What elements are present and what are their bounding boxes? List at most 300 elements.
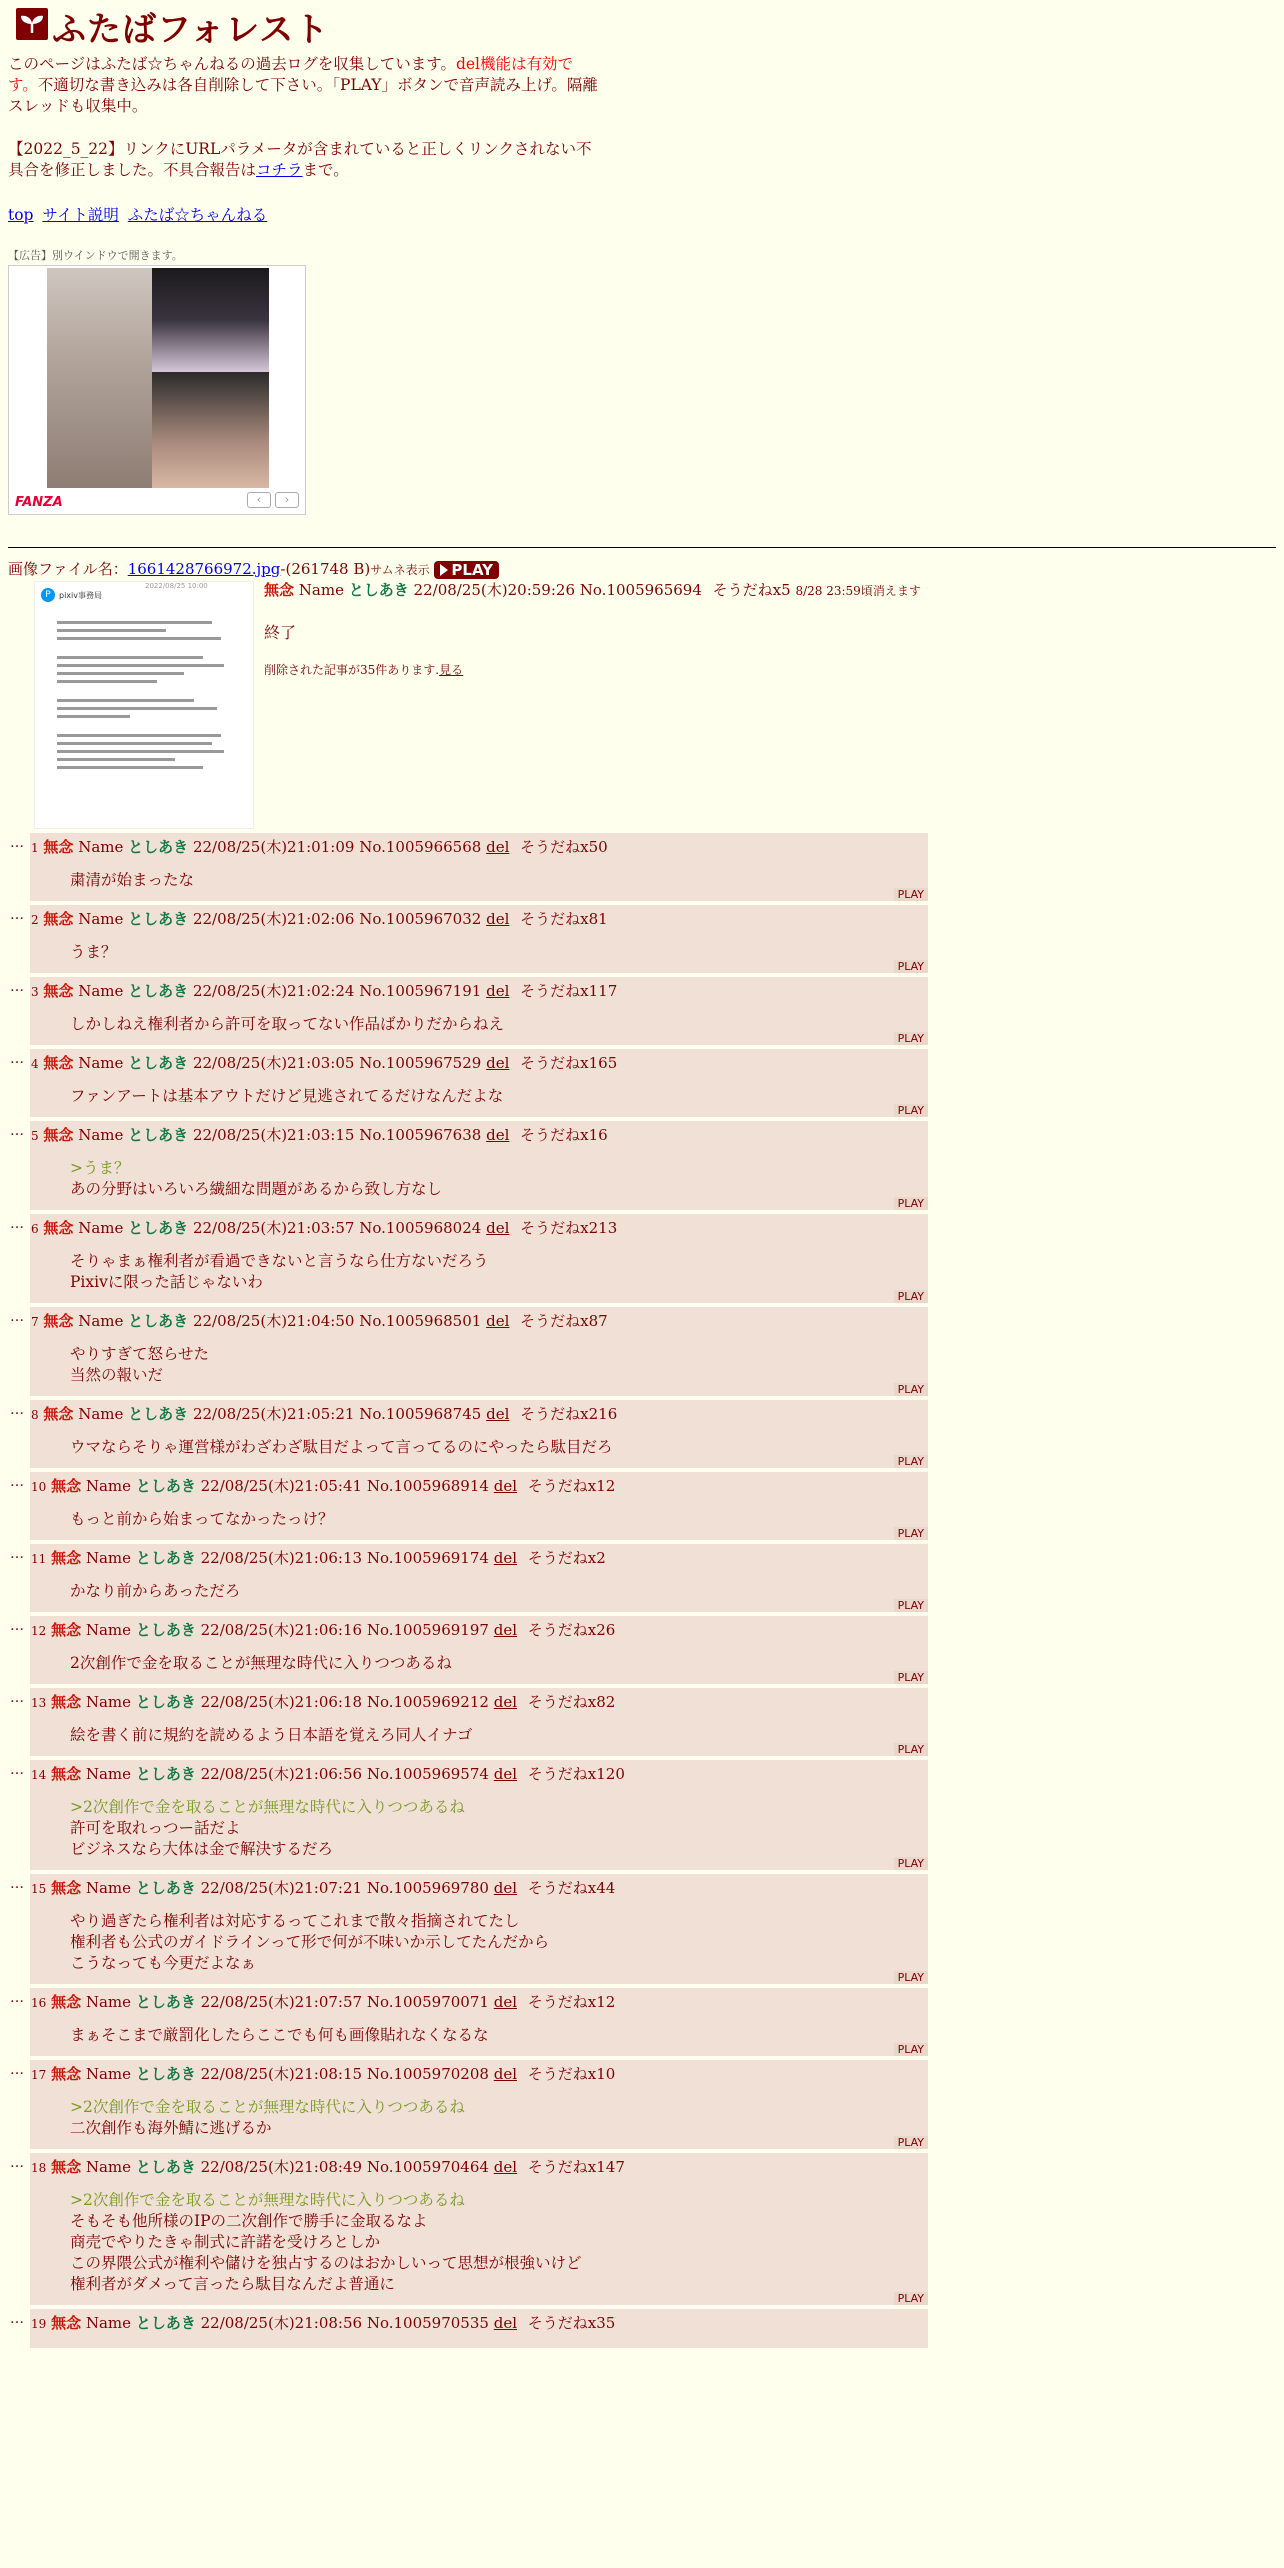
reply-name: としあき: [135, 1477, 196, 1495]
reply-no[interactable]: No.1005970535: [366, 2314, 489, 2332]
reply-post: [30, 1214, 928, 1303]
reply-del-link[interactable]: del: [486, 838, 510, 856]
reply-post: [30, 1472, 928, 1540]
reply-name-label: Name: [78, 982, 124, 1000]
reply-text-line: こうなっても今更だよなぁ: [70, 1954, 257, 1972]
reply-soudane[interactable]: そうだねx81: [520, 910, 608, 928]
reply-header: [30, 2309, 928, 2334]
reply-body: [30, 1899, 928, 1984]
reply-name-label: Name: [78, 1054, 124, 1072]
reply-subject: 無念: [43, 982, 74, 1000]
reply-post: [30, 2060, 928, 2149]
reply-subject: 無念: [51, 2158, 82, 2176]
reply-del-link[interactable]: del: [493, 1879, 518, 1897]
ad-image-2[interactable]: [152, 268, 269, 372]
reply-name: としあき: [128, 1054, 189, 1072]
ad-carousel-nav: [243, 488, 299, 508]
reply-text-line: 絵を書く前に規約を読めるよう日本語を覚えろ同人イナゴ: [70, 1726, 473, 1744]
reply-no[interactable]: No.1005967032: [359, 910, 482, 928]
reply-post: [30, 1760, 928, 1870]
reply-no[interactable]: No.1005968914: [366, 1477, 489, 1495]
reply-subject: 無念: [51, 1879, 82, 1897]
reply-quote-line: >2次創作で金を取ることが無理な時代に入りつつあるね: [70, 2098, 465, 2116]
reply-menu-icon[interactable]: …: [10, 1618, 23, 1634]
reply-header: [30, 905, 928, 930]
reply-play-button[interactable]: PLAY: [894, 2136, 928, 2149]
thumb-app-name: pixiv事務局: [59, 591, 102, 600]
reply-row: [8, 2153, 1276, 2305]
reply-name-label: Name: [78, 1219, 124, 1237]
reply-no[interactable]: No.1005969780: [366, 1879, 489, 1897]
reply-subject: 無念: [51, 1993, 82, 2011]
reply-number: 16: [31, 1996, 47, 2010]
reply-number: 12: [31, 1624, 47, 1638]
reply-subject: 無念: [51, 1693, 82, 1711]
deleted-text: 削除された記事が35件あります.: [264, 663, 440, 677]
reply-post: [30, 905, 928, 973]
reply-play-button[interactable]: PLAY: [894, 1857, 928, 1870]
reply-name-label: Name: [78, 1126, 124, 1144]
reply-body: [30, 2085, 928, 2149]
leaf-logo-icon: [16, 8, 48, 40]
reply-menu-icon[interactable]: …: [10, 2311, 23, 2327]
reply-datetime: 22/08/25(木)21:08:49: [200, 2158, 363, 2176]
reply-name: としあき: [128, 838, 189, 856]
ad-prev-button[interactable]: ‹: [247, 492, 271, 508]
op-soudane[interactable]: そうだねx5: [712, 581, 791, 599]
reply-menu-icon[interactable]: …: [10, 1402, 23, 1418]
reply-soudane[interactable]: そうだねx87: [520, 1312, 608, 1330]
reply-soudane[interactable]: そうだねx26: [527, 1621, 616, 1639]
reply-del-link[interactable]: del: [486, 1405, 510, 1423]
ad-image-1[interactable]: [47, 268, 152, 488]
reply-body: [30, 930, 928, 973]
reply-number: 2: [31, 913, 39, 927]
reply-text-line: 商売でやりたきゃ制式に許諾を受けろとしか: [70, 2233, 381, 2251]
file-label: 画像ファイル名：: [8, 560, 128, 578]
reply-list: [8, 833, 1276, 2348]
divider: [8, 547, 1276, 548]
reply-row: [8, 1214, 1276, 1303]
reply-post: [30, 1049, 928, 1117]
reply-post: [30, 1874, 928, 1984]
reply-name: としあき: [128, 910, 189, 928]
reply-datetime: 22/08/25(木)21:07:21: [200, 1879, 363, 1897]
reply-subject: 無念: [43, 1126, 74, 1144]
reply-text-line: 許可を取れっつー話だよ: [70, 1819, 241, 1837]
reply-body: [30, 858, 928, 901]
reply-body: [30, 1002, 928, 1045]
reply-no[interactable]: No.1005970464: [366, 2158, 489, 2176]
reply-play-button[interactable]: PLAY: [894, 1197, 928, 1210]
reply-number: 19: [31, 2317, 47, 2331]
reply-name-label: Name: [85, 1621, 132, 1639]
reply-menu-icon[interactable]: …: [10, 1876, 23, 1892]
reply-body: [30, 1569, 928, 1612]
reply-menu-icon[interactable]: …: [10, 1216, 23, 1232]
reply-quote-line: >2次創作で金を取ることが無理な時代に入りつつあるね: [70, 2191, 465, 2209]
reply-del-link[interactable]: del: [486, 910, 510, 928]
reply-text-line: この界隈公式が権利や儲けを独占するのはおかしいって思想が根強いけど: [70, 2254, 582, 2272]
reply-no[interactable]: No.1005969212: [366, 1693, 489, 1711]
reply-play-button[interactable]: PLAY: [894, 1455, 928, 1468]
op-post: [8, 579, 1276, 833]
reply-soudane[interactable]: そうだねx216: [520, 1405, 618, 1423]
reply-menu-icon[interactable]: …: [10, 2155, 23, 2171]
reply-subject: 無念: [51, 2314, 82, 2332]
reply-row: [8, 2309, 1276, 2348]
reply-text-line: 2次創作で金を取ることが無理な時代に入りつつあるね: [70, 1654, 452, 1672]
reply-name: としあき: [135, 1621, 196, 1639]
reply-body: [30, 1713, 928, 1756]
reply-body: [30, 1497, 928, 1540]
reply-del-link[interactable]: del: [493, 1477, 518, 1495]
reply-header: [30, 1760, 928, 1785]
reply-del-link[interactable]: del: [493, 1765, 518, 1783]
reply-text-line: しかしねえ権利者から許可を取ってない作品ばかりだからねえ: [70, 1015, 505, 1033]
reply-datetime: 22/08/25(木)21:07:57: [200, 1993, 363, 2011]
reply-datetime: 22/08/25(木)21:08:15: [200, 2065, 363, 2083]
reply-post: [30, 2309, 928, 2348]
reply-menu-icon[interactable]: …: [10, 1546, 23, 1562]
intro-post: 不適切な書き込みは各自削除して下さい。「PLAY」ボタンで音声読み上げ。隔離スレッドも収集中。: [8, 76, 598, 115]
reply-post: [30, 1121, 928, 1210]
reply-menu-icon[interactable]: …: [10, 1474, 23, 1490]
reply-body: [30, 1074, 928, 1117]
reply-text-line: やりすぎて怒らせた: [70, 1345, 210, 1363]
reply-text-line: 当然の報いだ: [70, 1366, 164, 1384]
reply-header: [30, 1400, 928, 1425]
reply-datetime: 22/08/25(木)21:02:24: [192, 982, 355, 1000]
reply-soudane[interactable]: そうだねx12: [527, 1993, 616, 2011]
intro-pre: このページはふたば☆ちゃんねるの過去ログを収集しています。: [8, 55, 456, 73]
reply-del-link[interactable]: del: [493, 2314, 518, 2332]
op-info: [264, 579, 921, 678]
reply-del-link[interactable]: del: [493, 2065, 518, 2083]
reply-soudane[interactable]: そうだねx50: [520, 838, 608, 856]
reply-name: としあき: [128, 1219, 189, 1237]
reply-header: [30, 1688, 928, 1713]
ad-next-button[interactable]: ›: [275, 492, 299, 508]
file-name-link[interactable]: 1661428766972.jpg: [127, 560, 281, 578]
reply-post: [30, 1400, 928, 1468]
reply-subject: 無念: [43, 1405, 74, 1423]
reply-play-button[interactable]: PLAY: [894, 1032, 928, 1045]
nav-futaba-link[interactable]: ふたば☆ちゃんねる: [127, 206, 268, 224]
reply-del-link[interactable]: del: [486, 1054, 510, 1072]
reply-name: としあき: [135, 1549, 196, 1567]
reply-name: としあき: [135, 1879, 196, 1897]
reply-post: [30, 977, 928, 1045]
reply-name-label: Name: [85, 1993, 132, 2011]
ad-banner[interactable]: [8, 265, 306, 515]
op-file-info: [8, 558, 1276, 579]
reply-number: 11: [31, 1552, 47, 1566]
reply-name-label: Name: [85, 1693, 132, 1711]
reply-text-line: ファンアートは基本アウトだけど見逃されてるだけなんだよな: [70, 1087, 504, 1105]
ad-label: 【広告】別ウインドウで開きます。: [8, 249, 183, 262]
thumb-label: サムネ表示: [370, 563, 430, 577]
reply-soudane[interactable]: そうだねx12: [527, 1477, 616, 1495]
reply-header: [30, 1544, 928, 1569]
reply-no[interactable]: No.1005969174: [366, 1549, 489, 1567]
reply-name-label: Name: [85, 1477, 132, 1495]
reply-play-button[interactable]: PLAY: [894, 1104, 928, 1117]
reply-no[interactable]: No.1005969574: [366, 1765, 489, 1783]
reply-post: [30, 1988, 928, 2056]
reply-name-label: Name: [78, 1405, 124, 1423]
op-expire: 8/28 23:59頃消えます: [795, 584, 921, 598]
reply-header: [30, 2060, 928, 2085]
reply-number: 4: [31, 1057, 39, 1071]
op-no[interactable]: No.1005965694: [579, 581, 702, 599]
reply-name-label: Name: [85, 1549, 132, 1567]
reply-del-link[interactable]: del: [493, 1621, 518, 1639]
reply-number: 10: [31, 1480, 47, 1494]
reply-del-link[interactable]: del: [486, 1312, 510, 1330]
reply-del-link[interactable]: del: [493, 1693, 518, 1711]
thumb-date: 2022/08/25 10:00: [145, 582, 208, 590]
reply-header: [30, 1214, 928, 1239]
pixiv-icon: P: [41, 588, 55, 602]
reply-name: としあき: [128, 1312, 189, 1330]
reply-number: 13: [31, 1696, 47, 1710]
reply-menu-icon[interactable]: …: [10, 1123, 23, 1139]
reply-soudane[interactable]: そうだねx165: [520, 1054, 618, 1072]
reply-menu-icon[interactable]: …: [10, 1690, 23, 1706]
reply-datetime: 22/08/25(木)21:02:06: [192, 910, 355, 928]
reply-no[interactable]: No.1005966568: [359, 838, 482, 856]
file-size: -(261748 B): [280, 560, 371, 578]
reply-del-link[interactable]: del: [493, 1993, 518, 2011]
reply-body: [30, 2178, 928, 2305]
reply-number: 5: [31, 1129, 39, 1143]
reply-header: [30, 1988, 928, 2013]
reply-text-line: そもそも他所様のIPの二次創作で勝手に金取るなよ: [70, 2212, 428, 2230]
reply-del-link[interactable]: del: [493, 1549, 518, 1567]
reply-del-link[interactable]: del: [486, 982, 510, 1000]
op-play-label: PLAY: [451, 561, 494, 579]
reply-header: [30, 1049, 928, 1074]
reply-name: としあき: [128, 982, 189, 1000]
reply-subject: 無念: [51, 1477, 82, 1495]
reply-soudane[interactable]: そうだねx16: [520, 1126, 608, 1144]
op-thumbnail[interactable]: [34, 581, 254, 829]
reply-number: 1: [31, 841, 39, 855]
ad-image-3[interactable]: [152, 372, 269, 488]
reply-play-button[interactable]: PLAY: [894, 960, 928, 973]
report-link[interactable]: コチラ: [256, 161, 303, 179]
reply-body: [30, 1239, 928, 1303]
reply-soudane[interactable]: そうだねx2: [527, 1549, 606, 1567]
reply-soudane[interactable]: そうだねx82: [527, 1693, 616, 1711]
op-subject: 無念: [264, 581, 295, 599]
reply-no[interactable]: No.1005970208: [366, 2065, 489, 2083]
reply-no[interactable]: No.1005970071: [366, 1993, 489, 2011]
reply-header: [30, 1307, 928, 1332]
reply-number: 18: [31, 2161, 47, 2175]
reply-header: [30, 1121, 928, 1146]
site-header: [8, 0, 1276, 50]
reply-soudane[interactable]: そうだねx147: [527, 2158, 625, 2176]
reply-name: としあき: [135, 2314, 196, 2332]
reply-header: [30, 1472, 928, 1497]
reply-play-button[interactable]: PLAY: [894, 2292, 928, 2305]
reply-header: [30, 977, 928, 1002]
reply-menu-icon[interactable]: …: [10, 835, 23, 851]
reply-row: [8, 1688, 1276, 1756]
reply-play-button[interactable]: PLAY: [894, 1743, 928, 1756]
reply-quote-line: >うま？: [70, 1159, 130, 1177]
reply-name: としあき: [135, 2158, 196, 2176]
reply-menu-icon[interactable]: …: [10, 1051, 23, 1067]
reply-number: 6: [31, 1222, 39, 1236]
nav-top-link[interactable]: top: [8, 206, 34, 224]
reply-del-link[interactable]: del: [493, 2158, 518, 2176]
reply-no[interactable]: No.1005967191: [359, 982, 482, 1000]
reply-subject: 無念: [43, 1312, 74, 1330]
reply-subject: 無念: [43, 1054, 74, 1072]
reply-text-line: そりゃまぁ権利者が看過できないと言うなら仕方ないだろう: [70, 1252, 489, 1270]
reply-name: としあき: [135, 1993, 196, 2011]
deleted-show-link[interactable]: 見る: [439, 663, 464, 677]
reply-play-button[interactable]: PLAY: [894, 1971, 928, 1984]
reply-text-line: ウマならそりゃ運営様がわざわざ駄目だよって言ってるのにやったら駄目だろ: [70, 1438, 613, 1456]
reply-name: としあき: [128, 1126, 189, 1144]
reply-text-line: もっと前から始まってなかったっけ？: [70, 1510, 334, 1528]
reply-number: 17: [31, 2068, 47, 2082]
op-text: 終了: [264, 623, 297, 642]
reply-menu-icon[interactable]: …: [10, 979, 23, 995]
reply-post: [30, 2153, 928, 2305]
reply-row: [8, 1121, 1276, 1210]
reply-subject: 無念: [51, 1621, 82, 1639]
reply-menu-icon[interactable]: …: [10, 1309, 23, 1325]
reply-text-line: Pixivに限った話じゃないわ: [70, 1273, 263, 1291]
reply-text-line: やり過ぎたら権利者は対応するってこれまで散々指摘されてたし: [70, 1912, 520, 1930]
reply-datetime: 22/08/25(木)21:05:41: [200, 1477, 363, 1495]
reply-play-button[interactable]: PLAY: [894, 1383, 928, 1396]
notice-post: まで。: [302, 161, 349, 179]
reply-row: [8, 1760, 1276, 1870]
reply-row: [8, 833, 1276, 901]
reply-soudane[interactable]: そうだねx10: [527, 2065, 616, 2083]
reply-datetime: 22/08/25(木)21:03:57: [192, 1219, 355, 1237]
reply-body: [30, 1785, 928, 1870]
reply-row: [8, 1544, 1276, 1612]
reply-subject: 無念: [51, 1549, 82, 1567]
op-datetime: 22/08/25(木)20:59:26: [413, 581, 575, 599]
reply-play-button[interactable]: PLAY: [894, 888, 928, 901]
reply-row: [8, 1049, 1276, 1117]
reply-name-label: Name: [78, 1312, 124, 1330]
reply-del-link[interactable]: del: [486, 1219, 510, 1237]
reply-soudane[interactable]: そうだねx213: [520, 1219, 618, 1237]
reply-menu-icon[interactable]: …: [10, 2062, 23, 2078]
reply-text-line: あの分野はいろいろ繊細な問題があるから致し方なし: [70, 1180, 443, 1198]
reply-datetime: 22/08/25(木)21:01:09: [192, 838, 355, 856]
nav-links: [8, 203, 1276, 225]
reply-play-button[interactable]: PLAY: [894, 1527, 928, 1540]
reply-post: [30, 833, 928, 901]
reply-soudane[interactable]: そうだねx35: [527, 2314, 616, 2332]
reply-name-label: Name: [85, 2065, 132, 2083]
reply-text-line: うま？: [70, 943, 117, 961]
reply-number: 7: [31, 1315, 39, 1329]
reply-row: [8, 2060, 1276, 2149]
reply-no[interactable]: No.1005968745: [359, 1405, 482, 1423]
reply-no[interactable]: No.1005968024: [359, 1219, 482, 1237]
reply-play-button[interactable]: PLAY: [894, 1671, 928, 1684]
reply-menu-icon[interactable]: …: [10, 907, 23, 923]
reply-post: [30, 1688, 928, 1756]
reply-body: [30, 1641, 928, 1684]
reply-row: [8, 977, 1276, 1045]
reply-subject: 無念: [51, 1765, 82, 1783]
reply-play-button[interactable]: PLAY: [894, 1290, 928, 1303]
reply-number: 3: [31, 985, 39, 999]
reply-text-line: まぁそこまで厳罰化したらここでも何も画像貼れなくなるな: [70, 2026, 489, 2044]
reply-name-label: Name: [78, 910, 124, 928]
reply-soudane[interactable]: そうだねx120: [527, 1765, 625, 1783]
reply-datetime: 22/08/25(木)21:04:50: [192, 1312, 355, 1330]
intro-del-notice: del機能は有効です。: [8, 55, 574, 94]
reply-header: [30, 1616, 928, 1641]
reply-number: 14: [31, 1768, 47, 1782]
reply-number: 8: [31, 1408, 39, 1422]
reply-play-button[interactable]: PLAY: [894, 2043, 928, 2056]
reply-del-link[interactable]: del: [486, 1126, 510, 1144]
reply-datetime: 22/08/25(木)21:06:13: [200, 1549, 363, 1567]
reply-subject: 無念: [43, 838, 74, 856]
site-title: ふたばフォレスト: [52, 10, 330, 50]
intro-text: [8, 54, 598, 117]
reply-number: 15: [31, 1882, 47, 1896]
reply-name: としあき: [128, 1405, 189, 1423]
reply-row: [8, 1400, 1276, 1468]
reply-soudane[interactable]: そうだねx44: [527, 1879, 616, 1897]
reply-datetime: 22/08/25(木)21:08:56: [200, 2314, 363, 2332]
reply-subject: 無念: [43, 1219, 74, 1237]
reply-name-label: Name: [85, 1765, 132, 1783]
reply-no[interactable]: No.1005967529: [359, 1054, 482, 1072]
reply-no[interactable]: No.1005969197: [366, 1621, 489, 1639]
reply-header: [30, 2153, 928, 2178]
reply-play-button[interactable]: PLAY: [894, 1599, 928, 1612]
reply-body: [30, 2013, 928, 2056]
reply-text-line: 粛清が始まったな: [70, 871, 195, 889]
nav-about-link[interactable]: サイト説明: [42, 206, 119, 224]
reply-no[interactable]: No.1005968501: [359, 1312, 482, 1330]
reply-datetime: 22/08/25(木)21:05:21: [192, 1405, 355, 1423]
reply-soudane[interactable]: そうだねx117: [520, 982, 618, 1000]
reply-header: [30, 833, 928, 858]
thumb-text-lines: [57, 616, 239, 774]
reply-menu-icon[interactable]: …: [10, 1762, 23, 1778]
reply-menu-icon[interactable]: …: [10, 1990, 23, 2006]
play-icon: [440, 564, 448, 576]
reply-name-label: Name: [85, 2158, 132, 2176]
op-play-button[interactable]: [434, 561, 499, 579]
reply-row: [8, 1874, 1276, 1984]
reply-datetime: 22/08/25(木)21:03:15: [192, 1126, 355, 1144]
reply-name: としあき: [135, 1693, 196, 1711]
op-name-label: Name: [298, 581, 344, 599]
reply-no[interactable]: No.1005967638: [359, 1126, 482, 1144]
reply-subject: 無念: [51, 2065, 82, 2083]
deleted-notice: [264, 661, 921, 678]
reply-body: [30, 1425, 928, 1468]
